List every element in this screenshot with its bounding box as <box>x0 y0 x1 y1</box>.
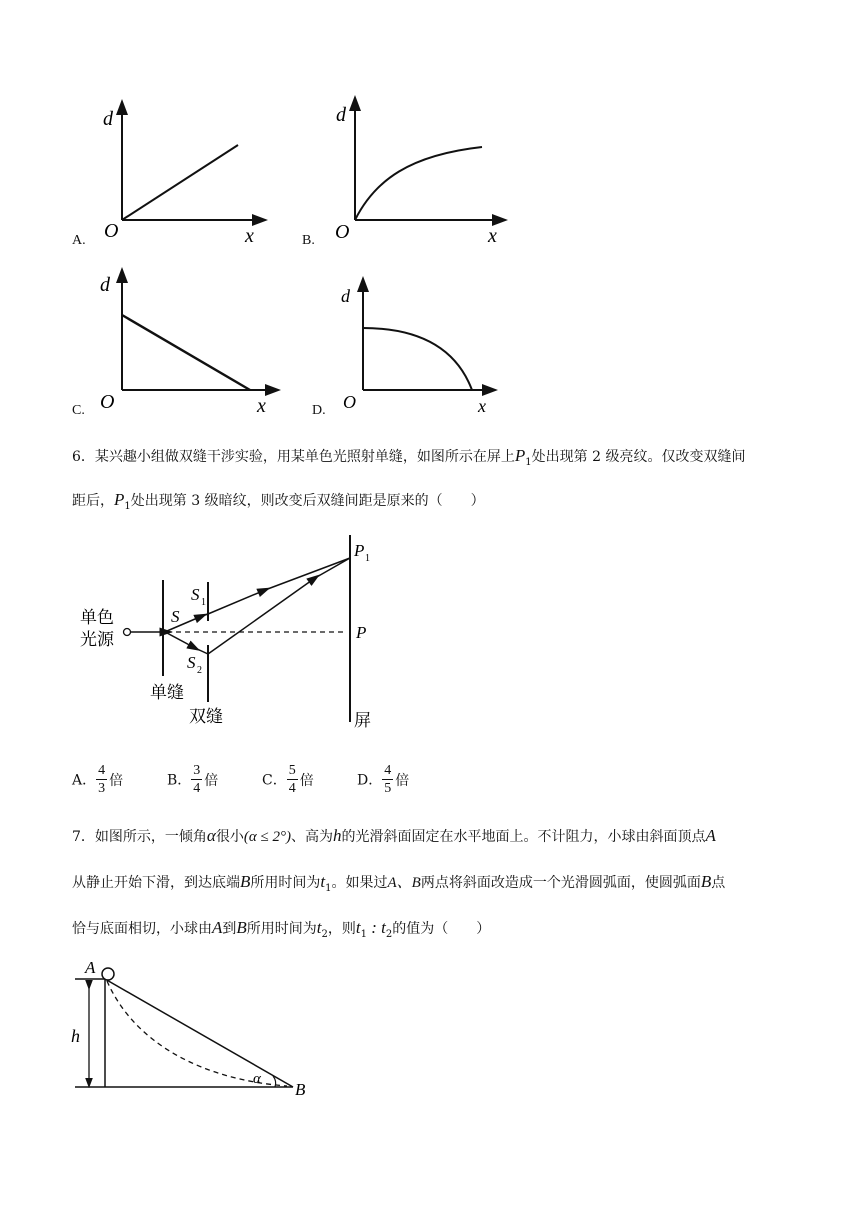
option-letter-b: B. <box>302 233 315 248</box>
q6-line-1: 6．某兴趣小组做双缝干涉实验，用某单色光照射单缝，如图所示在屏上$P_1$处出现第 2 级亮纹。仅改变双缝间 <box>72 446 746 468</box>
option-d: D． $\frac{4}{5}$ 倍 <box>357 763 410 796</box>
option-a: A． $\frac{4}{3}$ 倍 <box>72 763 124 796</box>
axis-label-x: x <box>245 225 254 247</box>
svg-text:2: 2 <box>197 665 202 676</box>
option-b: B． $\frac{3}{4}$ 倍 <box>167 763 219 796</box>
label-p1: P <box>354 541 365 560</box>
option-letter-c: C. <box>72 403 85 418</box>
q7-line-2: 从静止开始下滑，到达底端B所用时间为$t_1$。如果过A、B两点将斜面改造成一个光滑圆弧面，使圆弧面B点 <box>72 872 726 894</box>
option-letter-d: D. <box>312 403 326 418</box>
curve-increasing-concave <box>355 147 482 220</box>
option-letter-a: A. <box>72 233 86 248</box>
label-s2: S <box>187 653 196 672</box>
axis-label-x: x <box>488 225 497 247</box>
label-alpha: α <box>253 1071 261 1087</box>
axis-label-d: d <box>100 274 110 296</box>
axis-label-d: d <box>336 104 346 126</box>
label-a: A <box>85 958 96 977</box>
incline-diagram <box>65 955 325 1105</box>
q7-line-3: 恰与底面相切，小球由A到B所用时间为$t_2$，则$t_1$ : $t_2$的值为（ ） <box>72 918 491 940</box>
origin-label: O <box>335 221 350 243</box>
origin-label: O <box>104 220 119 242</box>
single-slit-label: 单缝 <box>150 683 184 702</box>
origin-label: O <box>343 392 356 412</box>
q7-line-1: 7．如图所示，一倾角α很小(α ≤ 2°)、高为h的光滑斜面固定在水平地面上。不计阻力，小球由斜面顶点A <box>72 826 716 845</box>
graph-option-c <box>95 265 285 415</box>
ball-icon <box>102 968 114 980</box>
axis-label-x: x <box>257 395 266 415</box>
graph-option-a <box>95 95 275 250</box>
q6-options <box>72 762 492 802</box>
axis-label-x: x <box>478 396 486 415</box>
svg-text:1: 1 <box>201 597 206 608</box>
label-h: h <box>71 1026 80 1046</box>
incline-line <box>105 979 293 1087</box>
graph-option-b <box>330 95 510 250</box>
curve-increasing-line <box>122 145 238 220</box>
curve-decreasing-line <box>122 315 250 390</box>
label-s1: S <box>191 585 200 604</box>
double-slit-diagram <box>75 530 395 735</box>
origin-label: O <box>100 391 115 413</box>
double-slit-label: 双缝 <box>189 707 223 726</box>
graph-option-d <box>335 270 505 415</box>
svg-text:1: 1 <box>365 553 370 564</box>
source-label-1: 单色 <box>80 608 114 627</box>
q6-line-2: 距后，$P_1$处出现第 3 级暗纹，则改变后双缝间距是原来的（ ） <box>72 490 485 512</box>
label-s: S <box>171 607 180 626</box>
curve-decreasing-concave <box>363 328 472 390</box>
axis-label-d: d <box>341 286 350 306</box>
light-source-icon <box>124 629 131 636</box>
source-label-2: 光源 <box>80 630 114 649</box>
option-c: C． $\frac{5}{4}$ 倍 <box>262 763 314 796</box>
axis-label-d: d <box>103 108 113 130</box>
label-p: P <box>356 623 367 642</box>
screen-label: 屏 <box>354 711 371 730</box>
label-b: B <box>295 1080 306 1099</box>
